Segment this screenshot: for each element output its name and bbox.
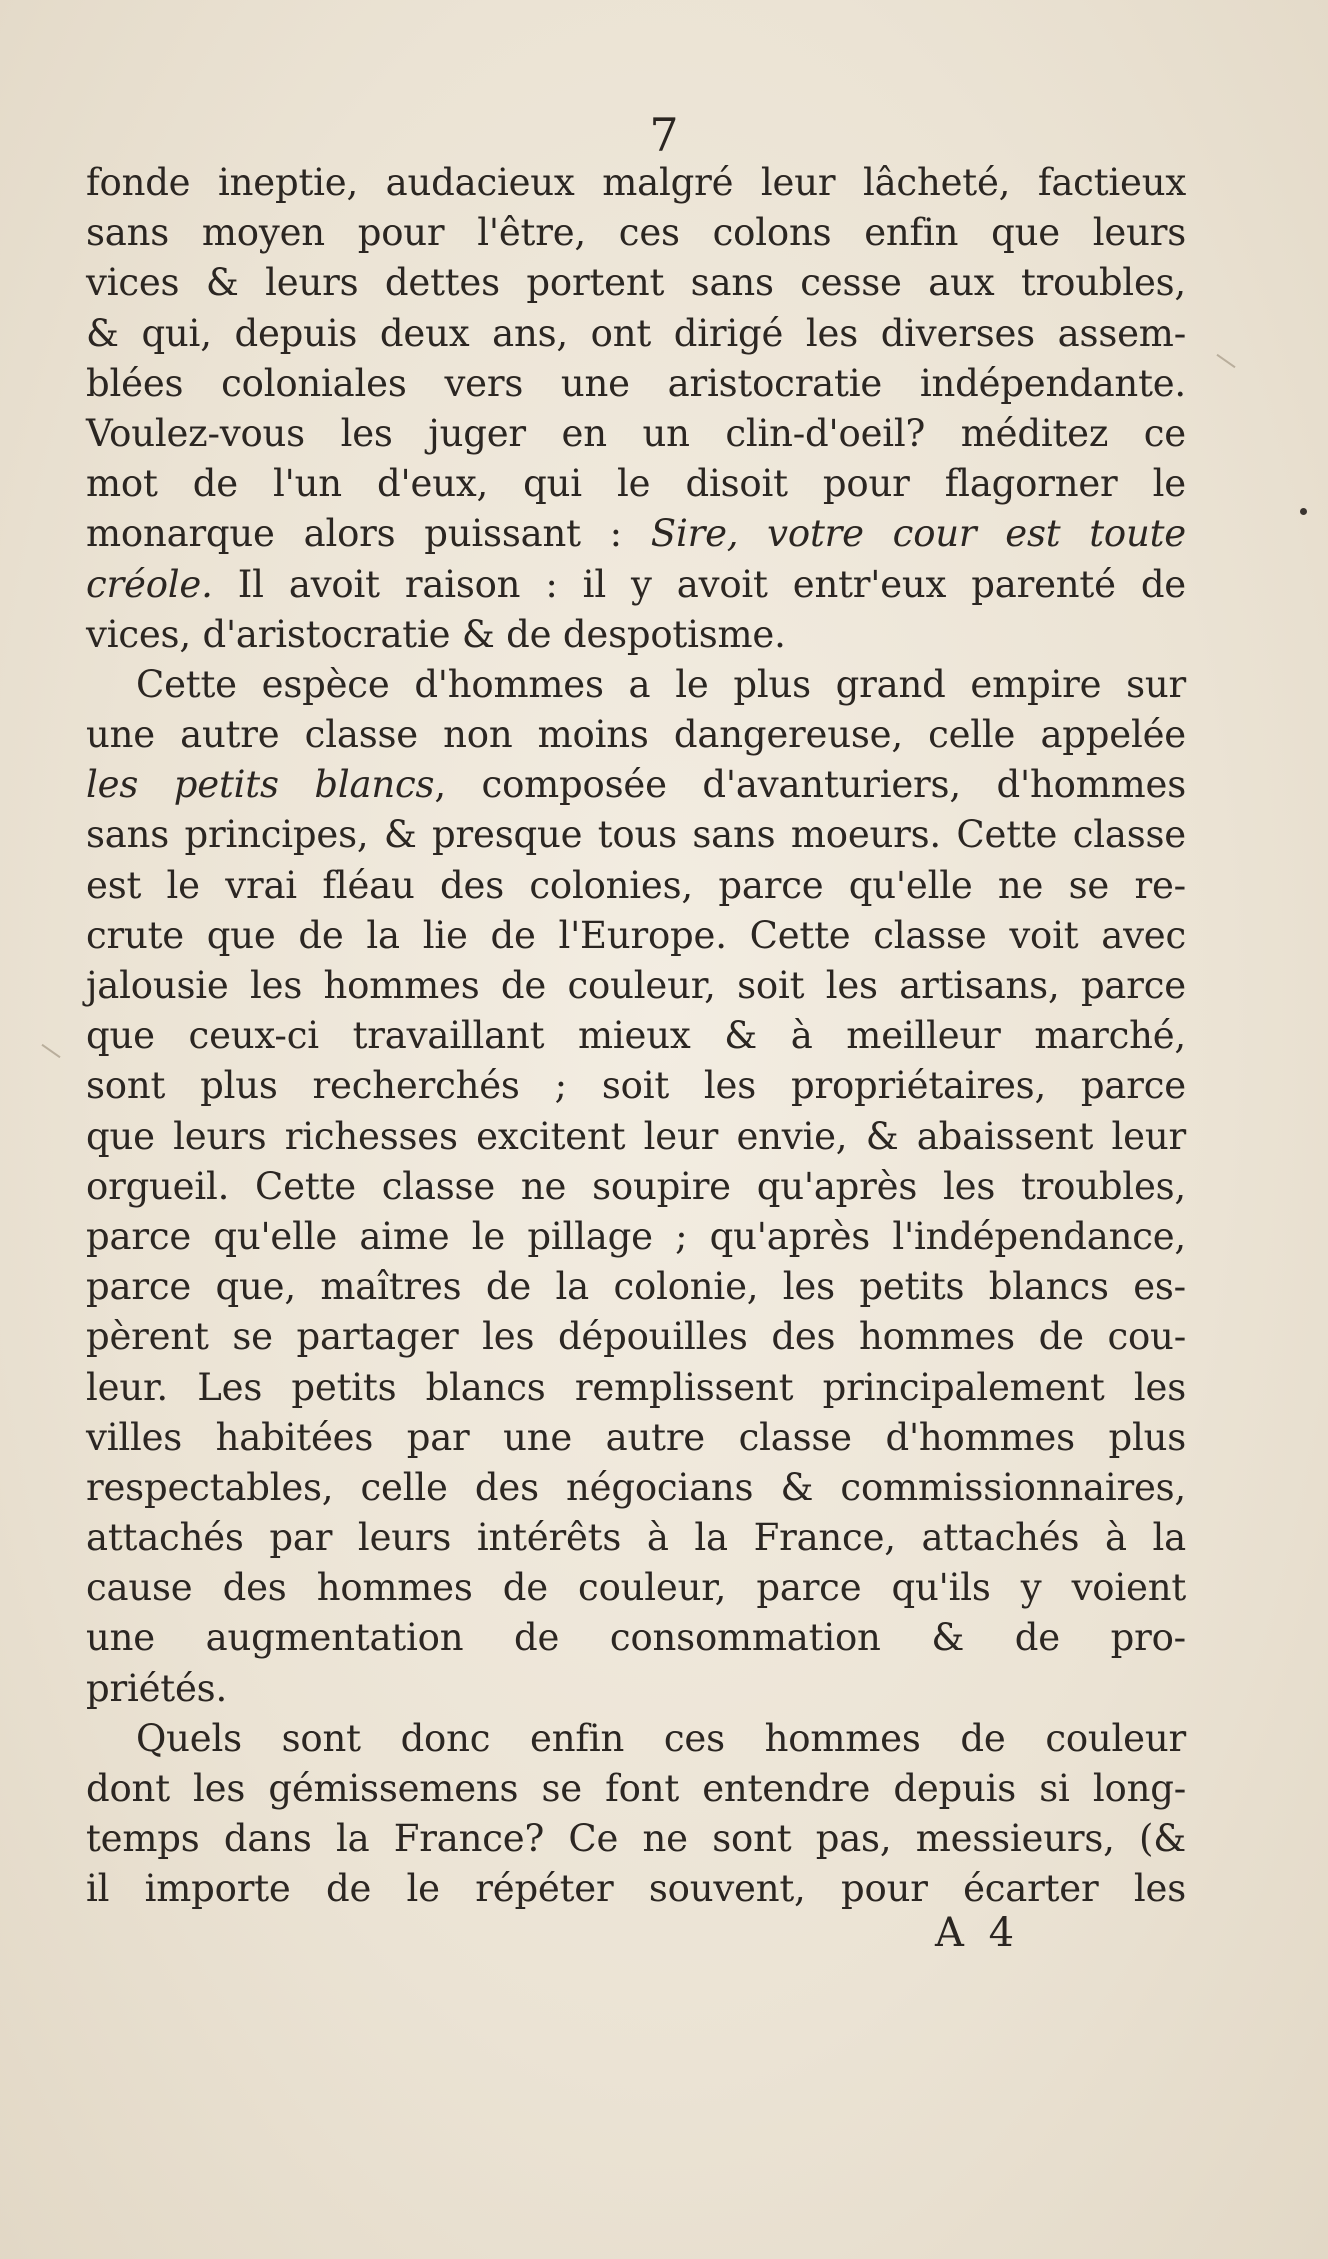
text-line: que ceux-ci travaillant mieux & à meilleur marché, <box>86 1014 1186 1058</box>
italic-term: les petits blancs <box>86 763 435 807</box>
text-line: pèrent se partager les dépouilles des hommes de cou- <box>86 1315 1186 1359</box>
text-line: jalousie les hommes de couleur, soit les artisans, parce <box>86 964 1186 1007</box>
text-line: Voulez-vous les juger en un clin-d'oeil? méditez ce <box>86 411 1186 455</box>
text-segment: Il avoit raison : il y avoit entr'eux parenté de <box>237 562 1187 606</box>
text-line: villes habitées par une autre classe d'hommes plus <box>86 1415 1186 1459</box>
text-line: sans moyen pour l'être, ces colons enfin que leurs <box>86 211 1186 255</box>
text-segment: monarque alors puissant : <box>86 512 622 556</box>
text-line-with-italic <box>86 560 1186 610</box>
ink-spot <box>1300 508 1307 515</box>
text-line: priétés. <box>86 1666 228 1710</box>
text-line: & qui, depuis deux ans, ont dirigé les diverses assem- <box>86 311 1186 355</box>
text-line: attachés par leurs intérêts à la France, attachés à la <box>86 1516 1186 1560</box>
text-line: mot de l'un d'eux, qui le disoit pour flagorner le <box>86 462 1186 506</box>
italic-quote-end: créole. <box>86 562 213 606</box>
text-line: sont plus recherchés ; soit les propriétaires, parce <box>86 1064 1186 1108</box>
text-line-with-italic <box>86 760 1186 810</box>
text-line: dont les gémissemens se font entendre depuis si long- <box>86 1767 1186 1810</box>
text-line: parce qu'elle aime le pillage ; qu'après l'indépendance, <box>86 1214 1186 1258</box>
text-line: blées coloniales vers une aristocratie indépendante. <box>86 361 1186 405</box>
text-line: parce que, maîtres de la colonie, les petits blancs es- <box>86 1265 1186 1309</box>
text-line: une augmentation de consommation & de pro- <box>86 1616 1186 1660</box>
body-text <box>86 158 1186 1915</box>
text-line: respectables, celle des négocians & commissionnaires, <box>86 1465 1186 1509</box>
margin-mark <box>1216 354 1235 368</box>
text-segment: , composée d'avanturiers, d'hommes <box>434 763 1186 807</box>
text-line: leur. Les petits blancs remplissent principalement les <box>86 1365 1186 1409</box>
text-line-with-italic <box>86 509 1186 559</box>
paragraph-start-line: Cette espèce d'hommes a le plus grand empire sur <box>136 662 1186 706</box>
paragraph-start-line: Quels sont donc enfin ces hommes de couleur <box>136 1716 1186 1760</box>
text-line: cause des hommes de couleur, parce qu'ils y voient <box>86 1566 1186 1610</box>
text-line: vices & leurs dettes portent sans cesse aux troubles, <box>86 261 1186 305</box>
text-line: une autre classe non moins dangereuse, celle appelée <box>86 713 1186 757</box>
text-line: vices, d'aristocratie & de despotisme. <box>86 612 786 656</box>
page-number: 7 <box>649 108 679 162</box>
text-line: que leurs richesses excitent leur envie, & abaissent leur <box>86 1114 1186 1158</box>
signature-mark: A 4 <box>935 1910 1021 1956</box>
text-line: sans principes, & presque tous sans moeurs. Cette classe <box>86 813 1186 857</box>
text-line: crute que de la lie de l'Europe. Cette classe voit avec <box>86 913 1186 957</box>
italic-quote: Sire, votre cour est toute <box>650 512 1187 556</box>
text-line: fonde ineptie, audacieux malgré leur lâcheté, factieux <box>86 161 1186 204</box>
text-line: temps dans la France? Ce ne sont pas, messieurs, (& <box>86 1817 1186 1861</box>
text-line: orgueil. Cette classe ne soupire qu'après les troubles, <box>86 1164 1186 1208</box>
text-line: est le vrai fléau des colonies, parce qu'elle ne se re- <box>86 863 1186 907</box>
margin-mark <box>41 1044 60 1058</box>
text-line: il importe de le répéter souvent, pour écarter les <box>86 1867 1186 1911</box>
